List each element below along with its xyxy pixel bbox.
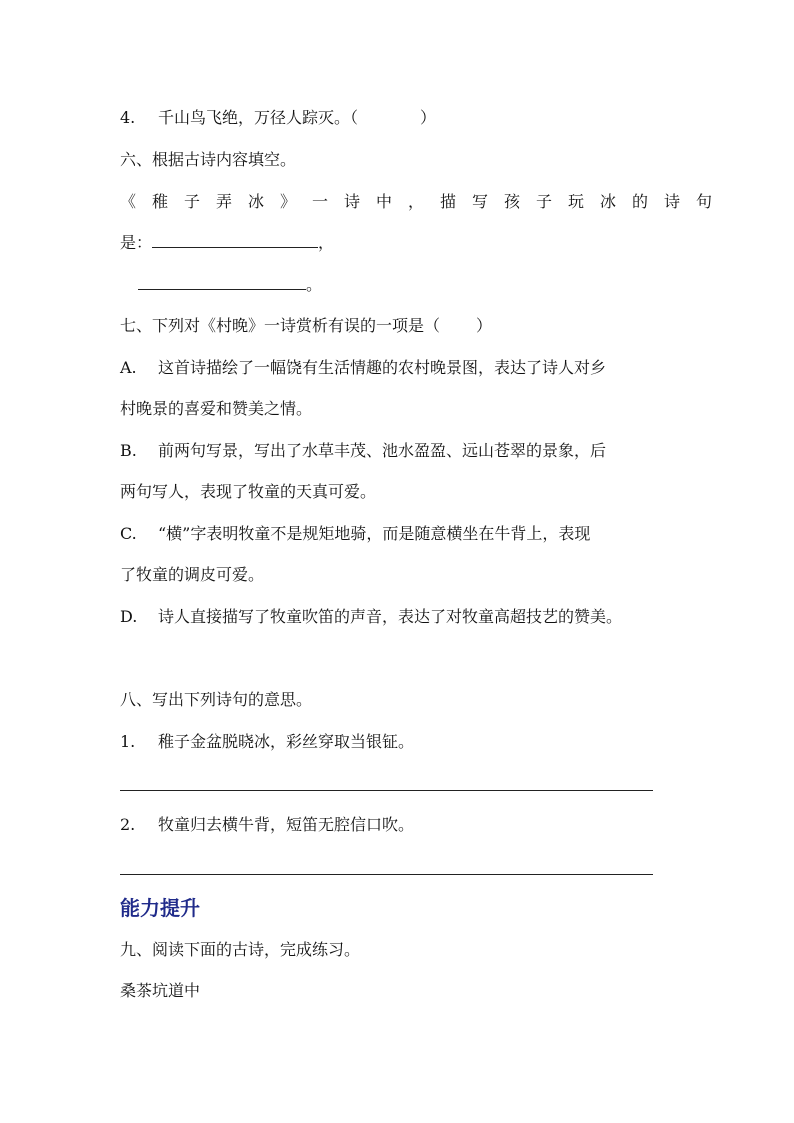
poem-title: 桑茶坑道中 — [120, 981, 201, 1000]
section-7-title: 七、下列对《村晚》一诗赏析有误的一项是（ ） — [120, 316, 493, 335]
section-8-item-2: 2. 牧童归去横牛背，短笛无腔信口吹。 — [120, 815, 415, 834]
option-c-cont: 了牧童的调皮可爱。 — [120, 565, 265, 584]
answer-line[interactable] — [120, 790, 653, 791]
option-c: C. “横”字表明牧童不是规矩地骑，而是随意横坐在牛背上，表现 — [120, 524, 591, 543]
section-9-title: 九、阅读下面的古诗，完成练习。 — [120, 940, 361, 959]
option-a-cont: 村晚景的喜爱和赞美之情。 — [120, 399, 313, 418]
option-d: D. 诗人直接描写了牧童吹笛的声音，表达了对牧童高超技艺的赞美。 — [120, 607, 623, 626]
section-heading: 能力提升 — [120, 896, 200, 920]
section-6-fill-line-1: 是： ， — [120, 233, 335, 252]
question-text: 千山鸟飞绝，万径人踪灭。（ — [158, 108, 359, 127]
option-b-cont: 两句写人，表现了牧童的天真可爱。 — [120, 482, 377, 501]
section-6-prompt: 《稚子弄冰》一诗中，描写孩子玩冰的诗句 — [120, 192, 729, 211]
section-8-title: 八、写出下列诗句的意思。 — [120, 690, 313, 709]
option-a: A. 这首诗描绘了一幅饶有生活情趣的农村晚景图，表达了诗人对乡 — [120, 358, 607, 377]
option-b: B. 前两句写景，写出了水草丰茂、池水盈盈、远山苍翠的景象，后 — [120, 441, 607, 460]
question-4: 4. 千山鸟飞绝，万径人踪灭。（ ） — [120, 108, 437, 127]
section-6-fill-line-2: 。 — [138, 274, 322, 296]
answer-line[interactable] — [120, 874, 653, 875]
fill-blank[interactable] — [152, 233, 318, 248]
question-number: 4. — [120, 108, 136, 127]
section-8-item-1: 1. 稚子金盆脱晓冰，彩丝穿取当银钲。 — [120, 732, 415, 751]
section-6-title: 六、根据古诗内容填空。 — [120, 150, 297, 169]
fill-blank[interactable] — [138, 275, 306, 290]
